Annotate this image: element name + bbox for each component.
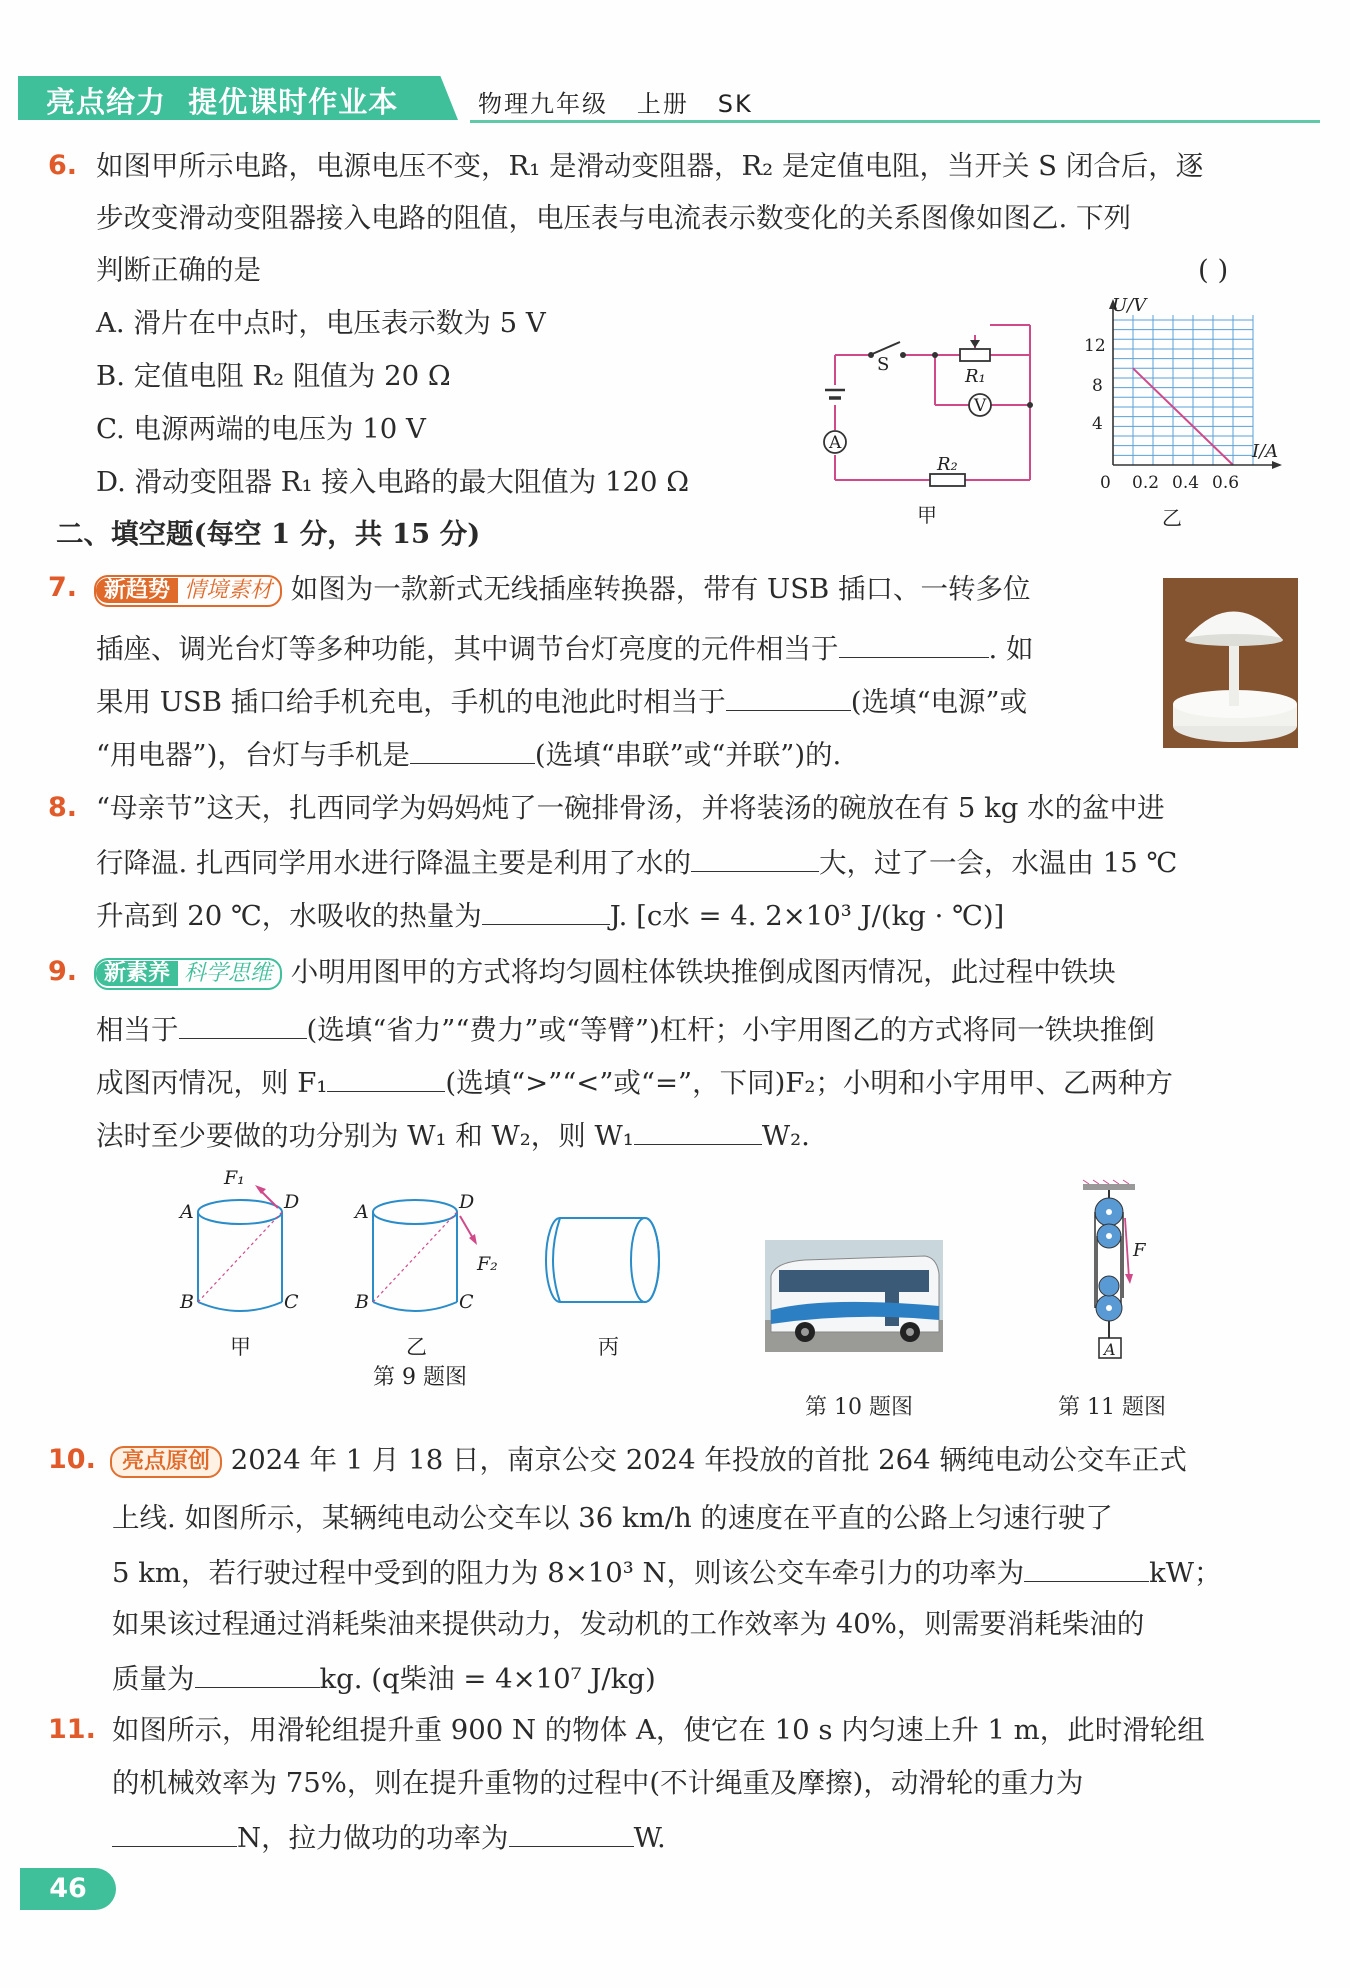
q6-option-d: D. 滑动变阻器 R₁ 接入电路的最大阻值为 120 Ω [96, 466, 690, 498]
question-number: 7. [48, 572, 78, 603]
point-label: C [459, 1291, 474, 1313]
ammeter-label: A [829, 433, 842, 453]
tag-new-literacy: 新素养 科学思维 [94, 958, 282, 990]
section-heading: 二、填空题(每空 1 分，共 15 分) [56, 518, 481, 550]
q9-line-3: 成图丙情况，则 F₁ (选填“>”“<”或“=”，下同)F₂；小明和小宇用甲、乙两种方 [96, 1061, 1173, 1103]
figure-caption: 第 11 题图 [1058, 1395, 1166, 1420]
u-i-graph [1080, 295, 1300, 535]
q7-line-3: 果用 USB 插口给手机充电，手机的电池此时相当于 (选填“电源”或 [96, 680, 1027, 722]
y-tick: 4 [1092, 414, 1103, 434]
point-label: B [355, 1291, 369, 1313]
figure-caption: 乙 [1162, 506, 1182, 530]
book-subject: 物理九年级 上册 SK [478, 90, 753, 118]
tag-original: 亮点原创 [110, 1446, 222, 1478]
y-axis-label: U/V [1112, 295, 1147, 316]
q10-line-4: 如果该过程通过消耗柴油来提供动力，发动机的工作效率为 40%，则需要消耗柴油的 [112, 1608, 1145, 1640]
pulley-system [1075, 1178, 1155, 1378]
q10-line-3: 5 km，若行驶过程中受到的阻力为 8×10³ N，则该公交车牵引力的功率为 kW； [112, 1551, 1222, 1593]
q6-option-b: B. 定值电阻 R₂ 阻值为 20 Ω [96, 360, 451, 392]
y-tick: 8 [1092, 376, 1103, 396]
point-label: A [355, 1201, 369, 1223]
question-number: 6. [48, 150, 78, 181]
question-number: 11. [48, 1714, 96, 1745]
point-label: C [284, 1291, 299, 1313]
q9-line-2: 相当于 (选填“省力”“费力”或“等臂”)杠杆；小宇用图乙的方式将同一铁块推倒 [96, 1008, 1155, 1050]
q9-figures [170, 1170, 690, 1400]
q7-line-4: “用电器”)，台灯与手机是 (选填“串联”或“并联”)的. [96, 733, 841, 775]
q10-line-1: 亮点原创 2024 年 1 月 18 日，南京公交 2024 年投放的首批 264 辆纯电动公交车正式 [110, 1440, 1187, 1480]
q6-text-line: 判断正确的是 [96, 254, 261, 286]
page-number: 46 [20, 1868, 116, 1910]
x-tick: 0.4 [1172, 473, 1200, 493]
book-series-title: 亮点给力 提优课时作业本 [46, 85, 399, 119]
question-number: 10. [48, 1444, 96, 1475]
answer-blank[interactable] [410, 733, 535, 764]
figure-caption: 第 9 题图 [373, 1365, 467, 1390]
figure-caption: 乙 [406, 1335, 427, 1359]
q6-text-line: 步改变滑动变阻器接入电路的阻值，电压表与电流表示数变化的关系图像如图乙. 下列 [96, 202, 1131, 234]
x-tick: 0 [1100, 473, 1111, 493]
tag-new-trend: 新趋势 情境素材 [94, 575, 282, 607]
q8-line-2: 行降温. 扎西同学用水进行降温主要是利用了水的 大，过了一会，水温由 15 ℃ [96, 841, 1177, 883]
answer-blank[interactable] [195, 1657, 320, 1688]
q6-option-c: C. 电源两端的电压为 10 V [96, 413, 426, 445]
point-label: D [459, 1191, 475, 1213]
q11-line-3: N，拉力做功的功率为 W. [112, 1816, 666, 1858]
q10-line-2: 上线. 如图所示，某辆纯电动公交车以 36 km/h 的速度在平直的公路上匀速行驶了 [112, 1502, 1113, 1534]
object-label: A [1104, 1340, 1116, 1359]
header-divider [470, 120, 1320, 123]
q8-line-3: 升高到 20 ℃，水吸收的热量为 J. [c水 = 4. 2×10³ J/(kg · ℃)] [96, 894, 1004, 936]
q11-line-2: 的机械效率为 75%，则在提升重物的过程中(不计绳重及摩擦)，动滑轮的重力为 [112, 1767, 1084, 1799]
q6-text-line: 如图甲所示电路，电源电压不变，R₁ 是滑动变阻器，R₂ 是定值电阻，当开关 S 闭合后，逐 [96, 150, 1204, 182]
force-label: F₁ [224, 1170, 245, 1189]
figure-caption: 甲 [230, 1335, 251, 1359]
point-label: B [180, 1291, 194, 1313]
figure-caption: 第 10 题图 [805, 1395, 913, 1420]
switch-label: S [877, 354, 890, 375]
point-label: A [180, 1201, 194, 1223]
answer-blank[interactable] [179, 1008, 307, 1039]
answer-paren: ( ) [1198, 254, 1229, 286]
answer-blank[interactable] [691, 841, 819, 872]
q9-line-1: 新素养 科学思维 小明用图甲的方式将均匀圆柱体铁块推倒成图丙情况，此过程中铁块 [94, 952, 1116, 992]
socket-lamp-photo [1163, 578, 1298, 748]
answer-blank[interactable] [509, 1816, 634, 1847]
figure-caption: 丙 [598, 1335, 619, 1359]
q10-line-5: 质量为 kg. (q柴油 = 4×10⁷ J/kg) [112, 1657, 656, 1699]
answer-blank[interactable] [327, 1061, 445, 1092]
y-tick: 12 [1084, 336, 1106, 356]
q9-line-4: 法时至少要做的功分别为 W₁ 和 W₂，则 W₁ W₂. [96, 1114, 810, 1156]
x-tick: 0.6 [1212, 473, 1240, 493]
answer-blank[interactable] [1024, 1551, 1149, 1582]
q6-option-a: A. 滑片在中点时，电压表示数为 5 V [96, 307, 546, 339]
q7-line-1: 新趋势 情境素材 如图为一款新式无线插座转换器，带有 USB 插口、一转多位 [94, 569, 1031, 609]
q11-line-1: 如图所示，用滑轮组提升重 900 N 的物体 A，使它在 10 s 内匀速上升 1 m，此时滑轮组 [112, 1714, 1205, 1746]
answer-blank[interactable] [839, 627, 989, 658]
x-axis-label: I/A [1252, 441, 1279, 462]
point-label: D [284, 1191, 300, 1213]
q7-line-2: 插座、调光台灯等多种功能，其中调节台灯亮度的元件相当于 . 如 [96, 627, 1033, 669]
r2-label: R₂ [937, 454, 958, 475]
answer-blank[interactable] [634, 1114, 762, 1145]
figure-caption: 甲 [917, 503, 937, 527]
x-tick: 0.2 [1132, 473, 1160, 493]
circuit-diagram [815, 310, 1045, 535]
force-label: F₂ [477, 1253, 498, 1275]
answer-blank[interactable] [482, 894, 610, 925]
q8-line-1: “母亲节”这天，扎西同学为妈妈炖了一碗排骨汤，并将装汤的碗放在有 5 kg 水的盆中进 [96, 792, 1165, 824]
question-number: 9. [48, 956, 78, 987]
r1-label: R₁ [965, 366, 986, 387]
electric-bus-photo [765, 1240, 943, 1352]
answer-blank[interactable] [112, 1816, 237, 1847]
question-number: 8. [48, 792, 78, 823]
force-label: F [1133, 1240, 1146, 1261]
voltmeter-label: V [974, 396, 987, 416]
answer-blank[interactable] [726, 680, 851, 711]
